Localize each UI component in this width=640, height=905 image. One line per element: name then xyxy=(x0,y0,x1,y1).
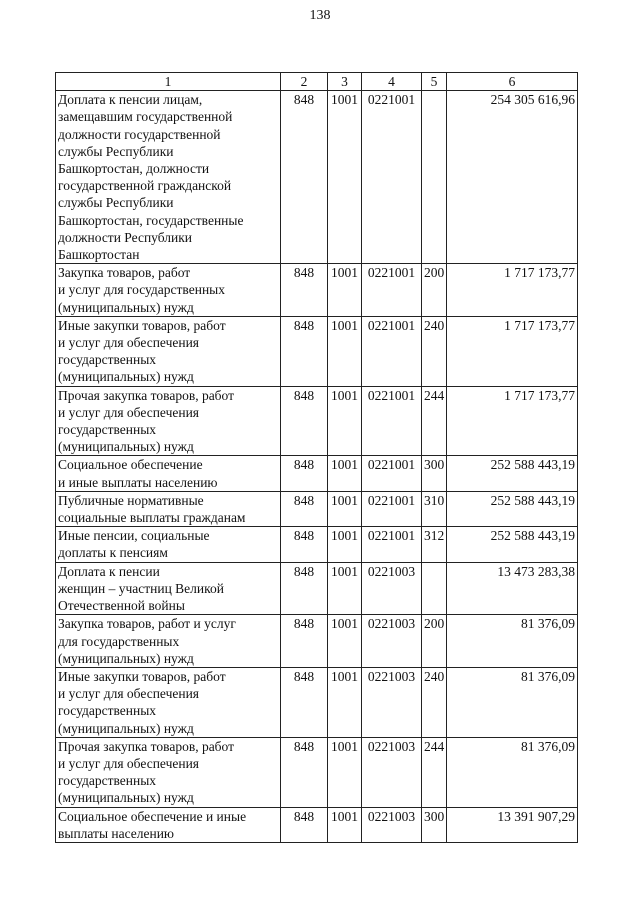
admin-code-cell: 848 xyxy=(281,807,328,842)
page-number: 138 xyxy=(309,8,331,23)
description-line: и услуг для обеспечения xyxy=(58,404,200,420)
description-line: Закупка товаров, работ и услуг xyxy=(58,616,236,632)
column-header-1: 1 xyxy=(56,73,281,91)
expense-type-code-cell: 310 xyxy=(422,491,447,526)
section-code-cell: 1001 xyxy=(328,316,362,386)
description-line: и иные выплаты населению xyxy=(58,474,218,490)
expense-type-code-cell: 200 xyxy=(422,264,447,317)
amount-cell: 1 717 173,77 xyxy=(447,316,578,386)
description-line: и услуг для обеспечения xyxy=(58,755,200,771)
row-description xyxy=(56,91,281,264)
table-row xyxy=(56,386,578,456)
amount-cell: 81 376,09 xyxy=(447,615,578,668)
row-description xyxy=(56,316,281,386)
target-code-cell: 0221001 xyxy=(362,456,422,491)
description-line: государственных xyxy=(58,703,157,719)
column-header-6: 6 xyxy=(447,73,578,91)
description-line: Башкортостан xyxy=(58,247,140,263)
description-line: Доплата к пенсии xyxy=(58,563,160,579)
description-line: Иные закупки товаров, работ xyxy=(58,668,226,684)
expense-type-code-cell xyxy=(422,562,447,615)
target-code-cell: 0221001 xyxy=(362,91,422,264)
section-code-cell: 1001 xyxy=(328,91,362,264)
table-row xyxy=(56,667,578,737)
description-line: (муниципальных) нужд xyxy=(58,439,194,455)
description-line: Закупка товаров, работ xyxy=(58,265,191,281)
description-line: и услуг для государственных xyxy=(58,282,225,298)
description-line: (муниципальных) нужд xyxy=(58,790,194,806)
description-line: (муниципальных) нужд xyxy=(58,299,194,315)
description-line: для государственных xyxy=(58,633,180,649)
section-code-cell: 1001 xyxy=(328,527,362,562)
target-code-cell: 0221003 xyxy=(362,615,422,668)
budget-table xyxy=(55,72,578,843)
description-line: должности государственной xyxy=(58,126,221,142)
description-line: Отечественной войны xyxy=(58,598,185,614)
table-row xyxy=(56,264,578,317)
admin-code-cell: 848 xyxy=(281,456,328,491)
amount-cell: 252 588 443,19 xyxy=(447,527,578,562)
target-code-cell: 0221001 xyxy=(362,491,422,526)
description-line: (муниципальных) нужд xyxy=(58,720,194,736)
description-line: государственной гражданской xyxy=(58,178,232,194)
row-description xyxy=(56,667,281,737)
description-line: (муниципальных) нужд xyxy=(58,650,194,666)
row-description xyxy=(56,562,281,615)
row-description xyxy=(56,491,281,526)
row-description xyxy=(56,264,281,317)
description-line: (муниципальных) нужд xyxy=(58,369,194,385)
section-code-cell: 1001 xyxy=(328,807,362,842)
amount-cell: 254 305 616,96 xyxy=(447,91,578,264)
description-line: доплаты к пенсиям xyxy=(58,545,168,561)
admin-code-cell: 848 xyxy=(281,316,328,386)
target-code-cell: 0221003 xyxy=(362,807,422,842)
target-code-cell: 0221001 xyxy=(362,386,422,456)
table-row xyxy=(56,807,578,842)
column-header-3: 3 xyxy=(328,73,362,91)
description-line: государственных xyxy=(58,773,157,789)
description-line: Публичные нормативные xyxy=(58,492,204,508)
description-line: службы Республики xyxy=(58,143,174,159)
section-code-cell: 1001 xyxy=(328,386,362,456)
table-row xyxy=(56,456,578,491)
section-code-cell: 1001 xyxy=(328,264,362,317)
table-row xyxy=(56,316,578,386)
target-code-cell: 0221003 xyxy=(362,562,422,615)
description-line: Башкортостан, должности xyxy=(58,161,210,177)
column-header-4: 4 xyxy=(362,73,422,91)
admin-code-cell: 848 xyxy=(281,91,328,264)
description-line: и услуг для обеспечения xyxy=(58,686,200,702)
description-line: должности Республики xyxy=(58,229,193,245)
description-line: женщин – участниц Великой xyxy=(58,580,224,596)
section-code-cell: 1001 xyxy=(328,562,362,615)
expense-type-code-cell: 312 xyxy=(422,527,447,562)
header-row xyxy=(56,73,578,91)
expense-type-code-cell xyxy=(422,91,447,264)
row-description xyxy=(56,527,281,562)
expense-type-code-cell: 300 xyxy=(422,456,447,491)
target-code-cell: 0221003 xyxy=(362,737,422,807)
description-line: Доплата к пенсии лицам, xyxy=(58,92,203,108)
row-description xyxy=(56,807,281,842)
description-line: и услуг для обеспечения xyxy=(58,335,200,351)
table-row xyxy=(56,562,578,615)
description-line: Иные закупки товаров, работ xyxy=(58,317,226,333)
description-line: государственных xyxy=(58,422,157,438)
description-line: Прочая закупка товаров, работ xyxy=(58,387,235,403)
expense-type-code-cell: 244 xyxy=(422,737,447,807)
table-row xyxy=(56,491,578,526)
amount-cell: 81 376,09 xyxy=(447,667,578,737)
row-description xyxy=(56,456,281,491)
target-code-cell: 0221001 xyxy=(362,527,422,562)
description-line: замещавшим государственной xyxy=(58,109,233,125)
expense-type-code-cell: 200 xyxy=(422,615,447,668)
admin-code-cell: 848 xyxy=(281,386,328,456)
table-row xyxy=(56,615,578,668)
amount-cell: 252 588 443,19 xyxy=(447,491,578,526)
admin-code-cell: 848 xyxy=(281,491,328,526)
description-line: выплаты населению xyxy=(58,825,175,841)
admin-code-cell: 848 xyxy=(281,264,328,317)
description-line: социальные выплаты гражданам xyxy=(58,510,246,526)
admin-code-cell: 848 xyxy=(281,527,328,562)
amount-cell: 1 717 173,77 xyxy=(447,386,578,456)
section-code-cell: 1001 xyxy=(328,456,362,491)
amount-cell: 13 391 907,29 xyxy=(447,807,578,842)
description-line: Иные пенсии, социальные xyxy=(58,528,210,544)
section-code-cell: 1001 xyxy=(328,737,362,807)
description-line: Башкортостан, государственные xyxy=(58,212,244,228)
expense-type-code-cell: 240 xyxy=(422,316,447,386)
description-line: Прочая закупка товаров, работ xyxy=(58,738,235,754)
admin-code-cell: 848 xyxy=(281,615,328,668)
amount-cell: 81 376,09 xyxy=(447,737,578,807)
table-row xyxy=(56,91,578,264)
section-code-cell: 1001 xyxy=(328,615,362,668)
admin-code-cell: 848 xyxy=(281,667,328,737)
target-code-cell: 0221001 xyxy=(362,316,422,386)
target-code-cell: 0221003 xyxy=(362,667,422,737)
amount-cell: 252 588 443,19 xyxy=(447,456,578,491)
row-description xyxy=(56,737,281,807)
admin-code-cell: 848 xyxy=(281,562,328,615)
table-row xyxy=(56,737,578,807)
target-code-cell: 0221001 xyxy=(362,264,422,317)
description-line: службы Республики xyxy=(58,195,174,211)
row-description xyxy=(56,615,281,668)
column-header-2: 2 xyxy=(281,73,328,91)
description-line: Социальное обеспечение xyxy=(58,457,203,473)
table-row xyxy=(56,527,578,562)
description-line: Социальное обеспечение и иные xyxy=(58,808,247,824)
amount-cell: 1 717 173,77 xyxy=(447,264,578,317)
amount-cell: 13 473 283,38 xyxy=(447,562,578,615)
admin-code-cell: 848 xyxy=(281,737,328,807)
section-code-cell: 1001 xyxy=(328,491,362,526)
description-line: государственных xyxy=(58,352,157,368)
expense-type-code-cell: 244 xyxy=(422,386,447,456)
row-description xyxy=(56,386,281,456)
table-body xyxy=(56,91,578,843)
column-header-5: 5 xyxy=(422,73,447,91)
expense-type-code-cell: 240 xyxy=(422,667,447,737)
expense-type-code-cell: 300 xyxy=(422,807,447,842)
section-code-cell: 1001 xyxy=(328,667,362,737)
